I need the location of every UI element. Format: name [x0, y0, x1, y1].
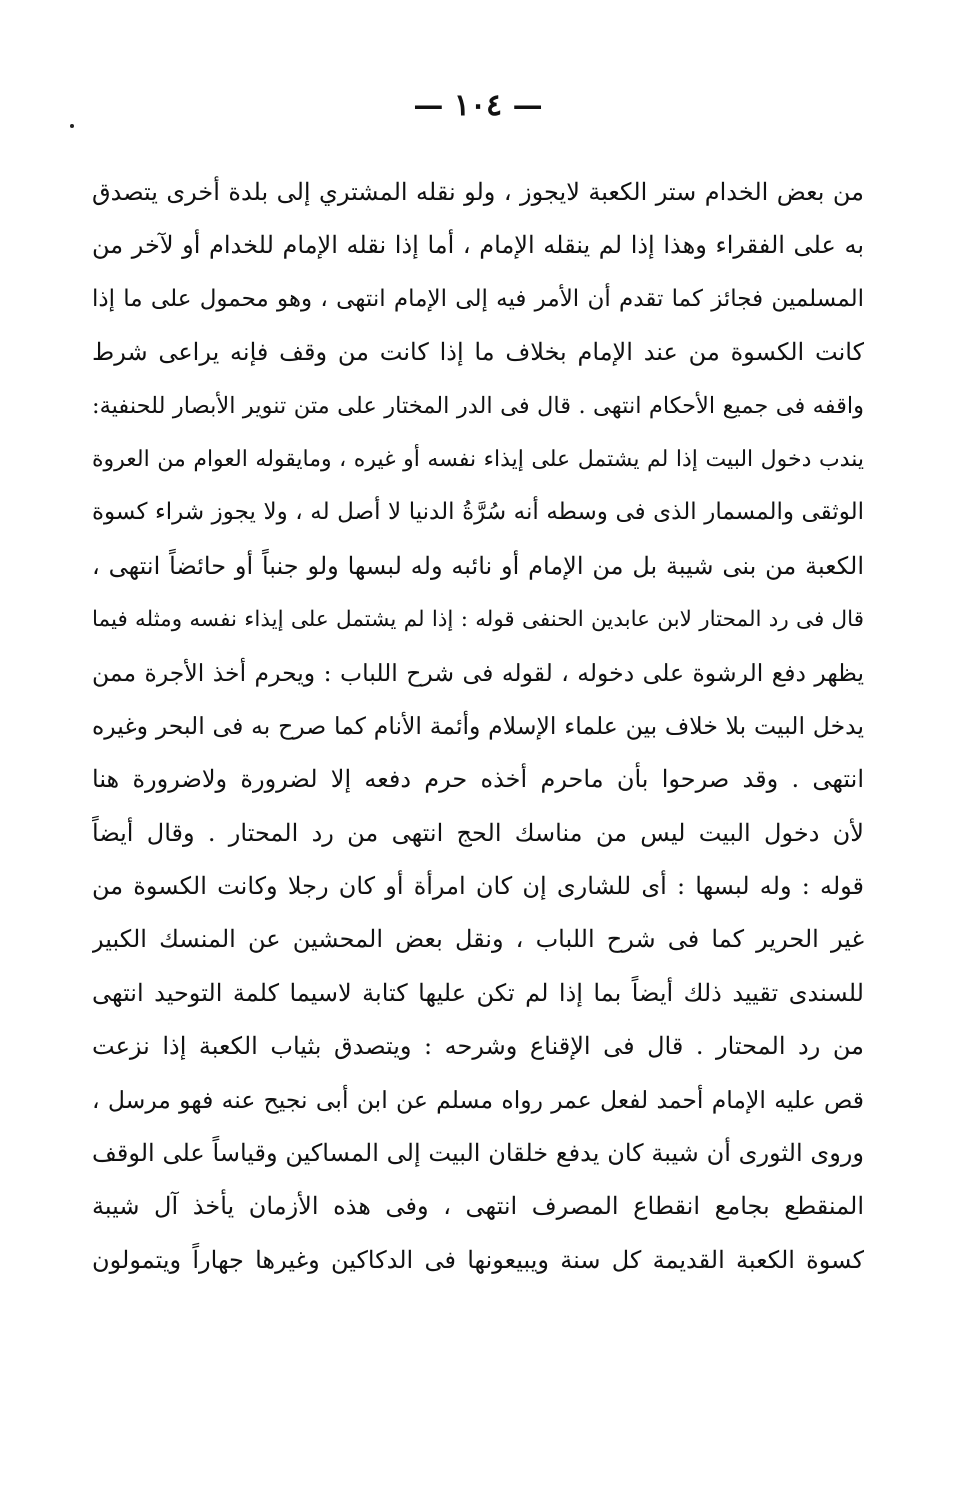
text-line: قال فى رد المحتار لابن عابدين الحنفى قوله : إذا لم يشتمل على إيذاء نفسه ومثله فيما [92, 607, 864, 633]
text-line: غير الحرير كما فى شرح اللباب ، ونقل بعض المحشين عن المنسك الكبير [92, 925, 864, 954]
text-line: المنقطع بجامع انقطاع المصرف انتهى ، وفى هذه الأزمان يأخذ آل شيبة [92, 1192, 864, 1221]
text-line: قص عليه الإمام أحمد لفعل عمر رواه مسلم عن ابن أبى نجيح عنه فهو مرسل ، [92, 1085, 864, 1114]
text-line: لأن دخول البيت ليس من مناسك الحج انتهى من رد المحتار . وقال أيضاً [92, 818, 864, 847]
text-line: كانت الكسوة من عند الإمام بخلاف ما إذا كانت من وقف فإنه يراعى شرط [92, 338, 864, 367]
page-number: — ١٠٤ — [413, 88, 543, 123]
text-line: قوله : وله لبسها : أى للشارى إن كان امرأة أو كان رجلا وكانت الكسوة من [92, 872, 864, 901]
text-line: الوثقى والمسمار الذى فى وسطه أنه سُرَّةُ الدنيا لا أصل له ، ولا يجوز شراء كسوة [92, 499, 864, 526]
text-line: كسوة الكعبة القديمة كل سنة ويبيعونها فى الدكاكين وغيرها جهاراً ويتمولون [92, 1245, 864, 1274]
page-speck [70, 124, 74, 128]
text-line: المسلمين فجائز كما تقدم أن الأمر فيه إلى الإمام انتهى ، وهو محمول على ما إذا [92, 285, 864, 312]
text-line: للسندى تقييد ذلك أيضاً بما إذا لم تكن عليها كتابة لاسيما كلمة التوحيد انتهى [92, 978, 864, 1007]
text-line: الكعبة من بنى شيبة بل من الإمام أو نائبه وله لبسها ولو جنباً أو حائضاً انتهى ، [92, 551, 864, 580]
text-line: واقفه فى جميع الأحكام انتهى . قال فى الدر المختار على متن تنوير الأبصار للحنفية: [92, 392, 864, 419]
text-line: يظهر دفع الرشوة على دخوله ، لقوله فى شرح اللباب : ويحرم أخذ الأجرة ممن [92, 658, 864, 687]
text-line: يندب دخول البيت إذا لم يشتمل على إيذاء نفسه أو غيره ، ومايقوله العوام من العروة [92, 446, 864, 472]
body-text [92, 166, 864, 1287]
text-line: به على الفقراء وهذا إذا لم ينقله الإمام ، أما إذا نقله الإمام للخدام أو لآخر من [92, 231, 864, 260]
text-line: يدخل البيت بلا خلاف بين علماء الإسلام وأئمة الأنام كما صرح به فى البحر وغيره [92, 711, 864, 740]
text-line: من بعض الخدام ستر الكعبة لايجوز ، ولو نقله المشتري إلى بلدة أخرى يتصدق [92, 178, 864, 206]
text-line: من رد المحتار . قال فى الإقناع وشرحه : ويتصدق بثياب الكعبة إذا نزعت [92, 1032, 864, 1061]
text-line: وروى الثورى أن شيبة كان يدفع خلقان البيت إلى المساكين وقياساً على الوقف [92, 1139, 864, 1168]
text-line: انتهى . وقد صرحوا بأن ماحرم أخذه حرم دفعه إلا لضرورة ولاضرورة هنا [92, 765, 864, 794]
